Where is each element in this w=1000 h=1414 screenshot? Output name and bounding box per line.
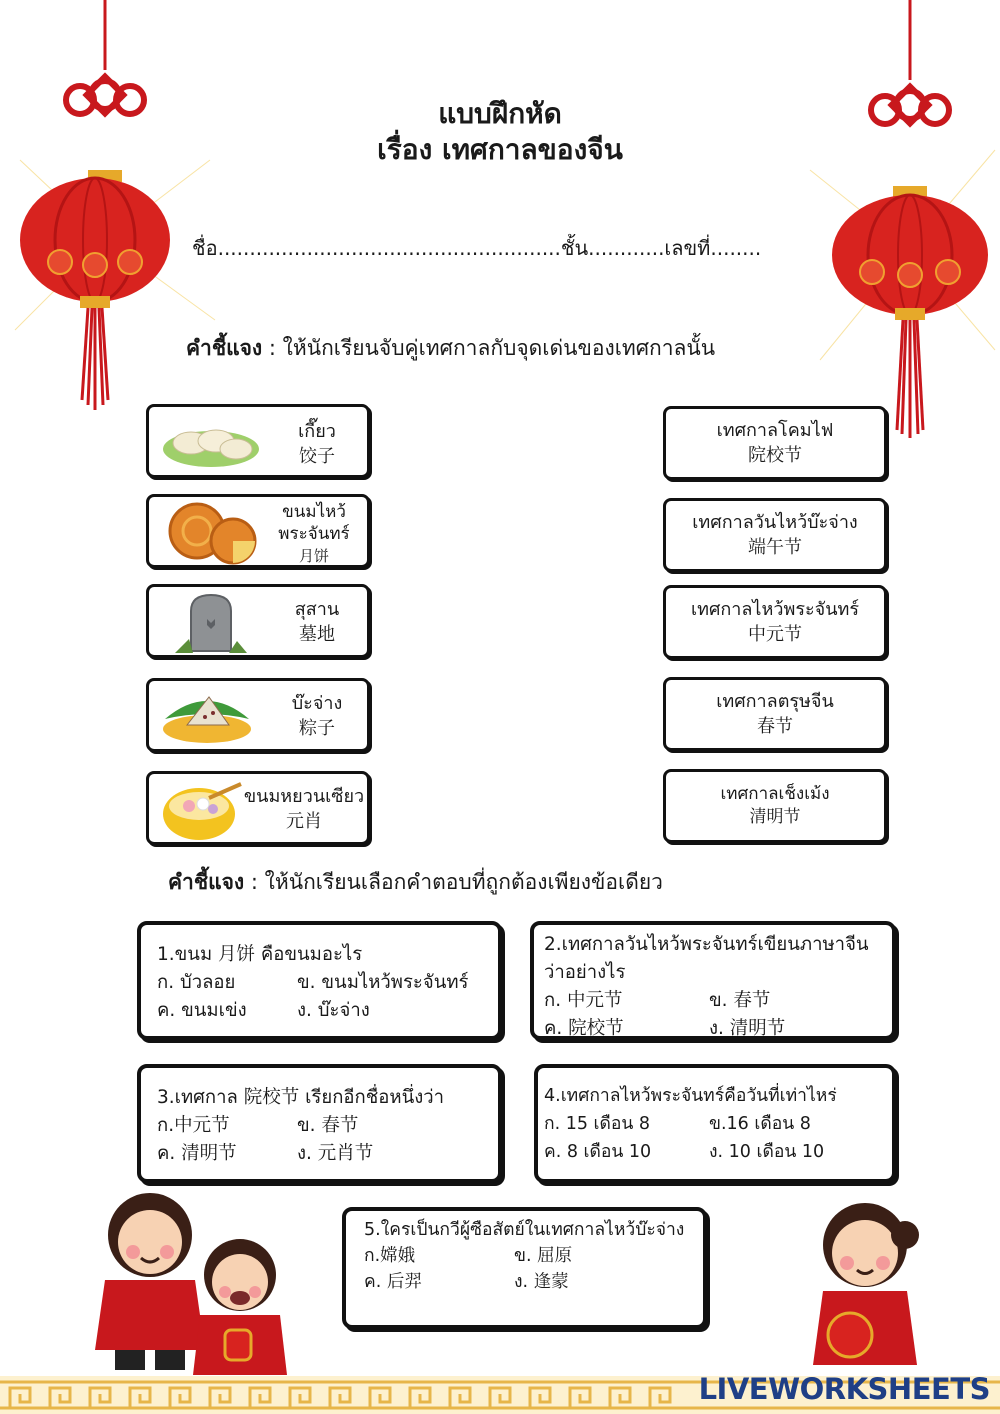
- q1-option-b[interactable]: ข. ขนมไหว้พระจันทร์: [297, 972, 469, 993]
- q1-option-a[interactable]: ก. บัวลอย: [157, 972, 236, 993]
- question-3: [137, 1064, 502, 1183]
- q5-option-d[interactable]: ง. 逢蒙: [514, 1272, 569, 1292]
- child-with-lantern-icon: [805, 1195, 955, 1375]
- left-chinese-4: 粽子: [299, 718, 335, 739]
- right-chinese-2: 端午节: [748, 537, 802, 558]
- left-thai-4: บ๊ะจ่าง: [291, 693, 343, 714]
- left-chinese-5: 元肖: [286, 811, 322, 832]
- q3-option-a[interactable]: ก.中元节: [157, 1115, 230, 1136]
- match-right-card-5[interactable]: [663, 769, 887, 843]
- right-chinese-3: 中元节: [748, 624, 802, 645]
- question-1: [137, 921, 502, 1040]
- lantern-right-icon: [800, 0, 1000, 440]
- left-thai-5: ขนมหยวนเซียว: [243, 786, 365, 807]
- left-thai-3: สุสาน: [294, 599, 340, 620]
- left-chinese-2: 月饼: [298, 547, 329, 565]
- right-chinese-4: 春节: [757, 716, 793, 737]
- children-celebrating-icon: [75, 1180, 315, 1380]
- q2-option-a[interactable]: ก. 中元节: [544, 990, 623, 1011]
- right-thai-5: เทศกาลเช็งเม้ง: [720, 784, 830, 804]
- right-thai-1: เทศกาลโคมไฟ: [716, 420, 834, 441]
- match-right-card-2[interactable]: [663, 498, 887, 572]
- right-thai-2: เทศกาลวันไหว้บ๊ะจ่าง: [692, 512, 858, 533]
- question-2-text: 2.เทศกาลวันไหว้พระจันทร์เขียนภาษาจีนว่าอย่างไร: [544, 934, 869, 983]
- match-left-card-3[interactable]: [146, 584, 370, 658]
- match-right-card-1[interactable]: [663, 406, 887, 480]
- q4-option-a[interactable]: ก. 15 เดือน 8: [544, 1114, 651, 1134]
- left-thai-1: เกี๊ยว: [298, 421, 336, 442]
- q5-option-a[interactable]: ก.嫦娥: [364, 1246, 416, 1266]
- match-left-card-2[interactable]: [146, 494, 370, 568]
- question-4-text: 4.เทศกาลไหว้พระจันทร์คือวันที่เท่าไหร่: [544, 1086, 837, 1106]
- worksheet-title: แบบฝึกหัด: [438, 97, 562, 130]
- student-info-line[interactable]: ชื่อ......................................................ชั้น............เลขที่........: [192, 236, 762, 260]
- q1-option-d[interactable]: ง. บ๊ะจ่าง: [297, 1000, 370, 1021]
- zongzi-icon: [157, 689, 257, 747]
- dumplings-icon: [161, 417, 261, 469]
- q2-option-d[interactable]: ง. 清明节: [709, 1018, 786, 1039]
- tombstone-icon: [171, 591, 251, 655]
- q2-option-b[interactable]: ข. 春节: [709, 990, 771, 1011]
- question-1-text: 1.ขนม 月饼 คือขนมอะไร: [157, 944, 363, 965]
- match-left-card-4[interactable]: [146, 678, 370, 752]
- right-thai-3: เทศกาลไหว้พระจันทร์: [690, 599, 860, 620]
- q3-option-c[interactable]: ค. 清明节: [157, 1143, 237, 1164]
- instruction-2: [168, 866, 663, 899]
- match-right-card-3[interactable]: [663, 585, 887, 659]
- left-chinese-1: 饺子: [299, 446, 335, 467]
- q5-option-c[interactable]: ค. 后羿: [364, 1272, 422, 1292]
- worksheet-subtitle: เรื่อง เทศกาลของจีน: [377, 133, 623, 166]
- q5-option-b[interactable]: ข. 屈原: [514, 1246, 573, 1266]
- question-5: [342, 1207, 707, 1329]
- match-left-card-1[interactable]: [146, 404, 370, 478]
- q1-option-c[interactable]: ค. ขนมเข่ง: [157, 1000, 247, 1021]
- right-chinese-5: 清明节: [749, 807, 801, 827]
- instruction-1: [186, 332, 715, 365]
- instruction-label: คำชี้แจง: [186, 336, 263, 360]
- question-4: [534, 1064, 896, 1183]
- instruction-text: : ให้นักเรียนเลือกคำตอบที่ถูกต้องเพียงข้อเดียว: [250, 870, 663, 894]
- match-right-card-4[interactable]: [663, 677, 887, 751]
- question-2: [530, 921, 896, 1040]
- liveworksheets-watermark: LIVEWORKSHEETS: [698, 1372, 990, 1406]
- q4-option-b[interactable]: ข.16 เดือน 8: [709, 1114, 811, 1134]
- right-thai-4: เทศกาลตรุษจีน: [716, 691, 834, 712]
- instruction-text: : ให้นักเรียนจับคู่เทศกาลกับจุดเด่นของเทศกาลนั้น: [268, 336, 716, 360]
- right-chinese-1: 院校节: [748, 445, 802, 466]
- left-thai-2: ขนมไหว้พระจันทร์: [278, 502, 350, 544]
- q3-option-d[interactable]: ง. 元肖节: [297, 1143, 374, 1164]
- q3-option-b[interactable]: ข. 春节: [297, 1115, 359, 1136]
- match-left-card-5[interactable]: [146, 771, 370, 845]
- question-5-text: 5.ใครเป็นกวีผู้ซือสัตย์ในเทศกาลไหว้บ๊ะจ่าง: [364, 1220, 685, 1240]
- mooncake-icon: [161, 499, 261, 567]
- q4-option-d[interactable]: ง. 10 เดือน 10: [709, 1142, 825, 1162]
- q2-option-c[interactable]: ค. 院校节: [544, 1018, 624, 1039]
- instruction-label: คำชี้แจง: [168, 870, 245, 894]
- left-chinese-3: 墓地: [299, 624, 335, 645]
- yuanxiao-bowl-icon: [159, 778, 249, 844]
- question-3-text: 3.เทศกาล 院校节 เรียกอีกชื่อหนึ่งว่า: [157, 1087, 445, 1108]
- q4-option-c[interactable]: ค. 8 เดือน 10: [544, 1142, 652, 1162]
